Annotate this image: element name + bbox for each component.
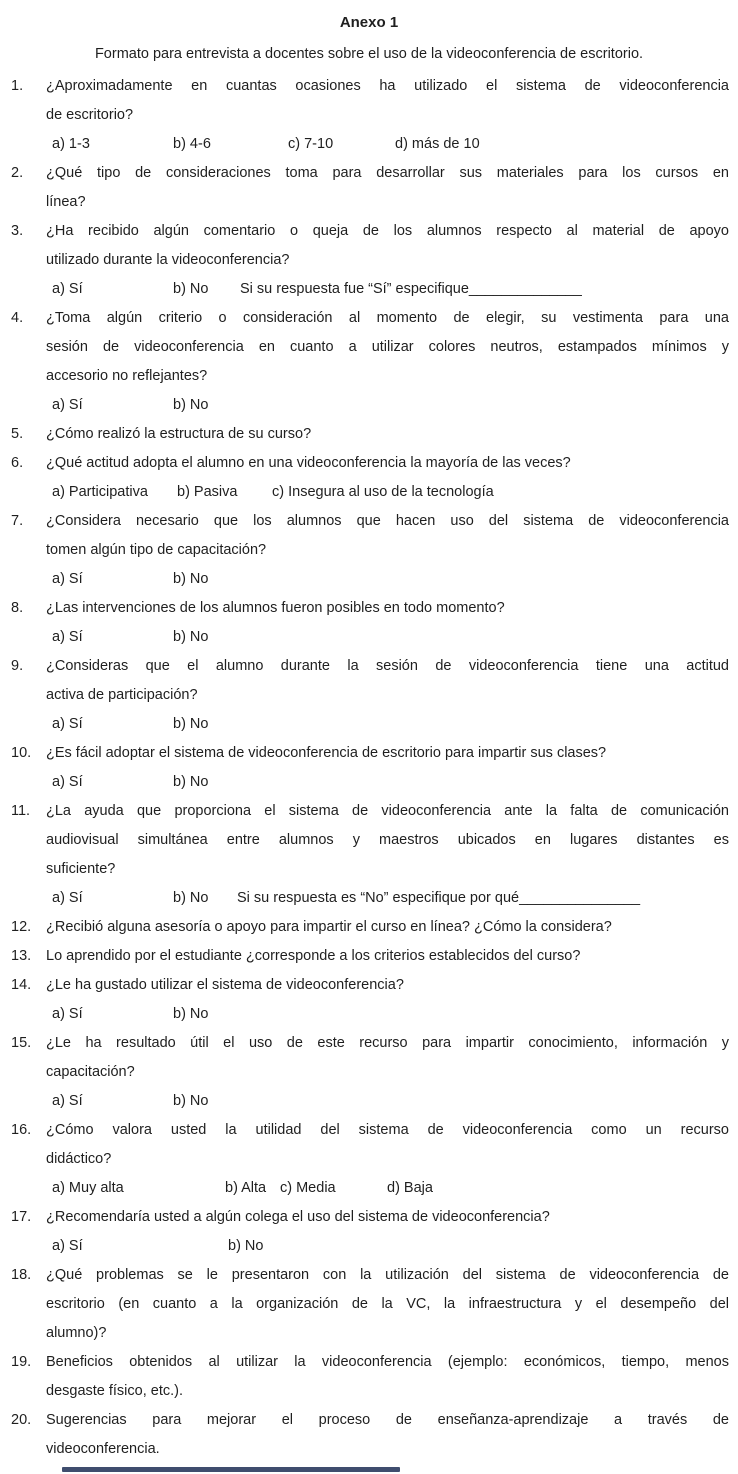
question-number: 9. [11,658,24,674]
option-label: b) Pasiva [177,484,238,500]
document-page [0,8,738,1474]
question-body [46,420,729,449]
question-body [46,1348,729,1406]
question-text-line: ¿Qué actitud adopta el alumno en una videoconferencia la mayoría de las veces? [46,455,571,471]
question-list [0,72,738,1464]
question-text-line: Beneficios obtenidos al utilizar la videoconferencia (ejemplo: económicos, tiempo, menos [46,1354,729,1370]
question-number: 11. [11,803,31,819]
question-text-line: suficiente? [46,861,116,877]
option-label: a) Sí [52,1093,83,1109]
question-body [46,217,729,304]
question-item [8,420,729,449]
option-label: b) No [173,774,209,790]
question-number: 5. [11,426,24,442]
question-body [46,304,729,420]
question-number: 20. [11,1412,32,1428]
option-label: a) Sí [52,1238,83,1254]
option-label: c) 7-10 [288,136,334,152]
question-item [8,971,729,1029]
question-item [8,72,729,159]
question-text-line: videoconferencia. [46,1441,160,1457]
question-item [8,507,729,594]
question-text-line: Sugerencias para mejorar el proceso de enseñanza-aprendizaje a través de [46,1412,729,1428]
question-number: 6. [11,455,24,471]
question-text-line: utilizado durante la videoconferencia? [46,252,290,268]
option-label: a) Participativa [52,484,148,500]
question-text-line: tomen algún tipo de capacitación? [46,542,267,558]
question-body [46,1116,729,1203]
question-item [8,1116,729,1203]
question-body [46,507,729,594]
question-item [8,449,729,507]
option-row [46,1174,729,1203]
option-label: d) Baja [387,1180,433,1196]
question-body [46,1261,729,1348]
option-row [46,1232,729,1261]
question-text-line: ¿Considera necesario que los alumnos que hacen uso del sistema de videoconferencia [46,513,729,529]
question-body [46,1029,729,1116]
question-item [8,797,729,913]
question-number: 10. [11,745,32,761]
question-text-line: accesorio no reflejantes? [46,368,208,384]
question-text-line: ¿Recomendaría usted a algún colega el uso del sistema de videoconferencia? [46,1209,550,1225]
question-body [46,739,729,797]
question-text-line: ¿Qué tipo de consideraciones toma para desarrollar sus materiales para los cursos en [46,165,729,181]
option-label: b) No [173,397,209,413]
option-label: b) No [173,890,209,906]
option-label: b) No [228,1238,264,1254]
question-number: 4. [11,310,24,326]
question-text-line: desgaste físico, etc.). [46,1383,184,1399]
option-label: b) No [173,629,209,645]
question-text-line: ¿Toma algún criterio o consideración al momento de elegir, su vestimenta para una [46,310,729,326]
document-intro: Formato para entrevista a docentes sobre el uso de la videoconferencia de escritorio. [94,46,644,62]
question-body [46,594,729,652]
option-label: a) Sí [52,716,83,732]
question-text-line: ¿Es fácil adoptar el sistema de videoconferencia de escritorio para impartir sus clases? [46,745,607,761]
question-body [46,913,729,942]
option-label: b) No [173,1093,209,1109]
question-number: 15. [11,1035,32,1051]
question-number: 1. [11,78,24,94]
option-row [46,391,729,420]
question-text-line: didáctico? [46,1151,112,1167]
question-number: 14. [11,977,32,993]
question-body [46,652,729,739]
option-row [46,884,729,913]
question-text-line: audiovisual simultánea entre alumnos y maestros ubicados en lugares distantes es [46,832,729,848]
question-text-line: alumno)? [46,1325,107,1341]
question-item [8,1261,729,1348]
question-text-line: ¿Le ha gustado utilizar el sistema de videoconferencia? [46,977,404,993]
question-item [8,304,729,420]
option-label: b) Alta [225,1180,267,1196]
question-body [46,1203,729,1261]
question-body [46,449,729,507]
option-row [46,275,729,304]
question-body [46,942,729,971]
question-number: 19. [11,1354,32,1370]
option-label: a) Sí [52,397,83,413]
question-body [46,971,729,1029]
question-number: 8. [11,600,24,616]
option-row [46,1000,729,1029]
question-text-line: escritorio (en cuanto a la organización de la VC, la infraestructura y el desempeño del [46,1296,729,1312]
option-row [46,478,729,507]
question-item [8,217,729,304]
option-label: a) Muy alta [52,1180,124,1196]
option-label: a) Sí [52,571,83,587]
question-item [8,1406,729,1464]
option-row [46,565,729,594]
question-text-line: ¿Las intervenciones de los alumnos fueron posibles en todo momento? [46,600,505,616]
option-label: b) No [173,281,209,297]
question-text-line: ¿La ayuda que proporciona el sistema de videoconferencia ante la falta de comunicación [46,803,729,819]
question-text-line: ¿Aproximadamente en cuantas ocasiones ha utilizado el sistema de videoconferencia [46,78,729,94]
question-text-line: activa de participación? [46,687,198,703]
option-row [46,1087,729,1116]
option-row [46,710,729,739]
question-number: 2. [11,165,24,181]
question-text-line: de escritorio? [46,107,134,123]
question-item [8,913,729,942]
question-number: 7. [11,513,24,529]
question-text-line: ¿Ha recibido algún comentario o queja de los alumnos respecto al material de apoyo [46,223,729,239]
question-text-line: ¿Cómo valora usted la utilidad del sistema de videoconferencia como un recurso [46,1122,729,1138]
question-item [8,1029,729,1116]
option-label: b) 4-6 [173,136,211,152]
option-label: a) Sí [52,281,83,297]
question-body [46,1406,729,1464]
question-item [8,942,729,971]
question-number: 18. [11,1267,32,1283]
cutoff-content-bar [62,1467,400,1472]
option-label: Si su respuesta es “No” especifique por qué_______________ [237,890,641,906]
question-text-line: ¿Recibió alguna asesoría o apoyo para impartir el curso en línea? ¿Cómo la considera? [46,919,612,935]
question-text-line: capacitación? [46,1064,135,1080]
option-label: Si su respuesta fue “Sí” especifique______________ [240,281,582,297]
question-item [8,1203,729,1261]
question-text-line: ¿Consideras que el alumno durante la sesión de videoconferencia tiene una actitud [46,658,729,674]
option-label: a) Sí [52,890,83,906]
question-item [8,1348,729,1406]
question-number: 17. [11,1209,32,1225]
question-item [8,739,729,797]
question-text-line: ¿Le ha resultado útil el uso de este recurso para impartir conocimiento, información y [46,1035,729,1051]
question-text-line: línea? [46,194,86,210]
question-text-line: ¿Cómo realizó la estructura de su curso? [46,426,312,442]
question-item [8,159,729,217]
question-number: 16. [11,1122,32,1138]
question-text-line: sesión de videoconferencia en cuanto a utilizar colores neutros, estampados mínimos y [46,339,729,355]
question-number: 12. [11,919,32,935]
question-number: 3. [11,223,24,239]
option-label: a) 1-3 [52,136,90,152]
question-body [46,72,729,159]
option-row [46,130,729,159]
question-text-line: Lo aprendido por el estudiante ¿corresponde a los criterios establecidos del curso? [46,948,581,964]
option-label: c) Media [280,1180,336,1196]
question-item [8,652,729,739]
option-label: a) Sí [52,1006,83,1022]
option-label: b) No [173,1006,209,1022]
question-text-line: ¿Qué problemas se le presentaron con la utilización del sistema de videoconferencia de [46,1267,729,1283]
question-item [8,594,729,652]
option-row [46,768,729,797]
option-label: d) más de 10 [395,136,480,152]
document-title: Anexo 1 [339,14,399,31]
option-row [46,623,729,652]
option-label: b) No [173,571,209,587]
option-label: a) Sí [52,774,83,790]
option-label: c) Insegura al uso de la tecnología [272,484,494,500]
option-label: a) Sí [52,629,83,645]
question-body [46,797,729,913]
option-label: b) No [173,716,209,732]
question-body [46,159,729,217]
question-number: 13. [11,948,32,964]
